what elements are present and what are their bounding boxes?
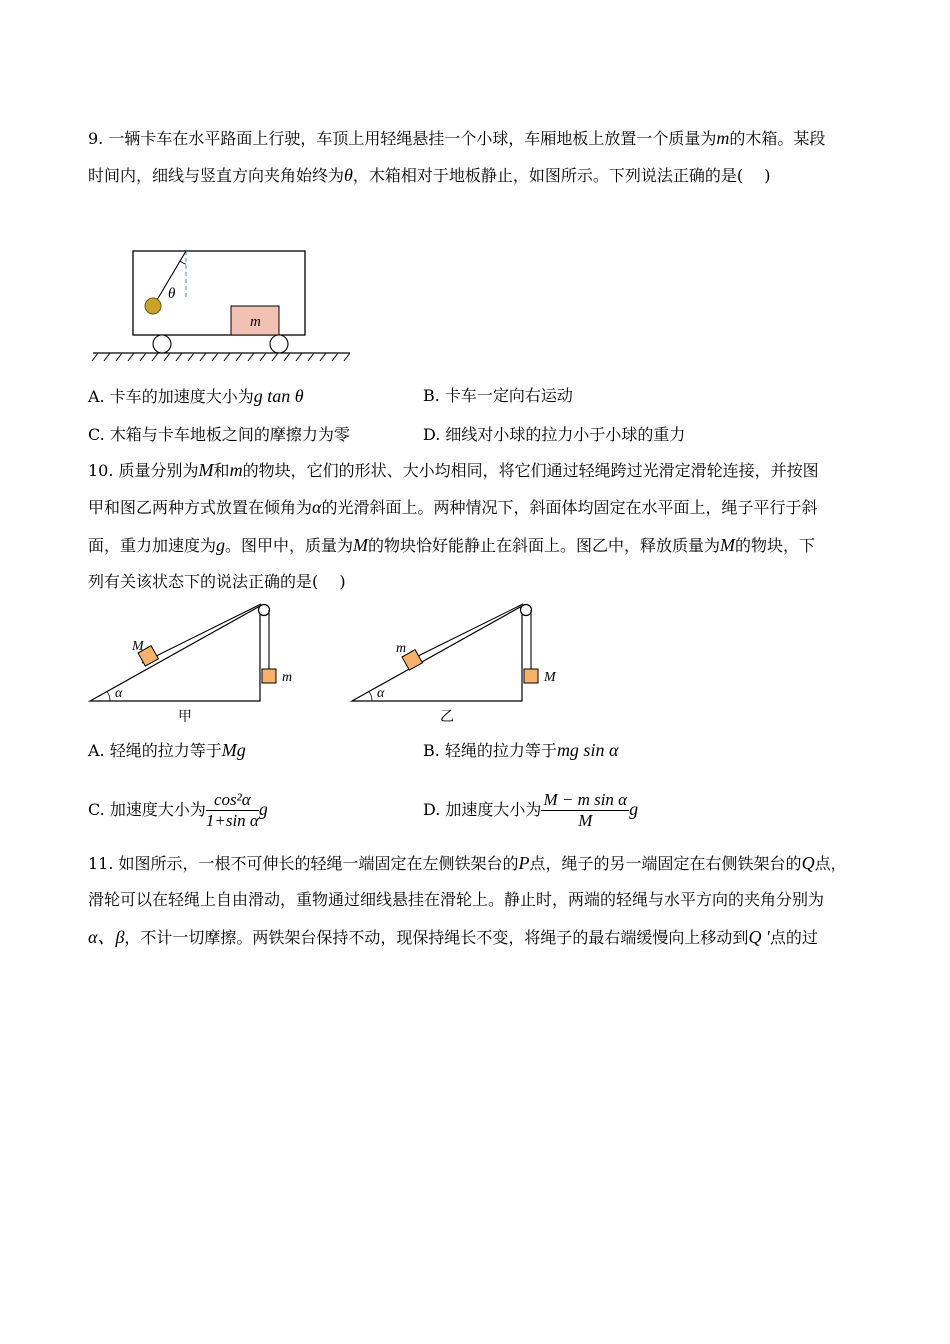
angle-label: α xyxy=(115,686,123,701)
q11-line-3: α、β，不计一切摩擦。两铁架台保持不动，现保持绳长不变，将绳子的最右端缓慢向上移动到Q ′点的过 xyxy=(88,927,818,947)
hanging-block xyxy=(524,669,538,683)
q10-option-d[interactable]: D. 加速度大小为 $\frac{\text{M − m sin α}}{M}$ g xyxy=(423,790,639,830)
q11-line-2: 滑轮可以在轻绳上自由滑动，重物通过细线悬挂在滑轮上。静止时，两端的轻绳与水平方向的夹角分别为 xyxy=(88,890,825,909)
ground-hatching xyxy=(92,353,350,361)
q9-option-c[interactable]: C. 木箱与卡车地板之间的摩擦力为零 xyxy=(88,425,350,444)
hanging-block-label: M xyxy=(544,670,556,685)
q10-figure-jia xyxy=(88,602,308,727)
slope-block-label: M xyxy=(132,639,144,654)
angle-label: α xyxy=(377,686,385,701)
theta-label: θ xyxy=(168,286,176,302)
box-label: m xyxy=(250,314,261,330)
q9-truck-figure xyxy=(88,248,358,368)
fraction-d: $\frac{\text{M − m sin α}}{M}$ xyxy=(543,790,628,830)
q9-line-2: 时间内，细线与竖直方向夹角始终为θ，木箱相对于地板静止，如图所示。下列说法正确的是( ) xyxy=(88,165,771,185)
q9-option-a[interactable]: A. 卡车的加速度大小为g tan θ xyxy=(88,386,304,406)
angle-arc xyxy=(107,692,110,701)
q9-option-d[interactable]: D. 细线对小球的拉力小于小球的重力 xyxy=(423,425,686,444)
hanging-block-label: m xyxy=(282,670,293,685)
angle-arc xyxy=(369,692,372,701)
q10-option-b[interactable]: B. 轻绳的拉力等于mg sin α xyxy=(423,740,619,760)
wheel-left xyxy=(153,335,171,353)
fraction-c: $\frac{\text{cos²α}}{\text{1+sin α}}$ xyxy=(205,790,259,830)
rope-along-slope xyxy=(408,604,523,661)
q10-option-c[interactable]: C. 加速度大小为 $\frac{\text{cos²α}}{\text{1+sin α}}$ g xyxy=(88,790,268,830)
q10-line-4: 列有关该状态下的说法正确的是( ) xyxy=(88,572,346,591)
angle-arc xyxy=(180,261,186,264)
ball xyxy=(145,298,161,314)
q9-line-1: 9. 一辆卡车在水平路面上行驶，车顶上用轻绳悬挂一个小球，车厢地板上放置一个质量为m的木箱。某段 xyxy=(88,128,826,148)
q10-figure-yi xyxy=(350,602,570,727)
q10-option-a[interactable]: A. 轻绳的拉力等于Mg xyxy=(88,740,246,760)
hanging-block xyxy=(262,669,276,683)
slope-block-label: m xyxy=(396,641,407,656)
q11-line-1: 11. 如图所示，一根不可伸长的轻绳一端固定在左侧铁架台的P点，绳子的另一端固定在右侧铁架台的Q点， xyxy=(88,853,847,873)
caption: 乙 xyxy=(440,709,454,725)
q10-line-2: 甲和图乙两种方式放置在倾角为α的光滑斜面上。两种情况下，斜面体均固定在水平面上，绳子平行于斜 xyxy=(88,497,818,517)
q10-line-1: 10. 质量分别为M和m的物块，它们的形状、大小均相同，将它们通过轻绳跨过光滑定滑轮连接，并按图 xyxy=(88,460,819,480)
q9-option-b[interactable]: B. 卡车一定向右运动 xyxy=(423,386,573,405)
pulley xyxy=(259,605,270,616)
rope-along-slope xyxy=(142,604,261,663)
pulley xyxy=(521,605,532,616)
wheel-right xyxy=(270,335,288,353)
caption: 甲 xyxy=(178,709,192,725)
q10-line-3: 面，重力加速度为g。图甲中，质量为M的物块恰好能静止在斜面上。图乙中，释放质量为M的物块，下 xyxy=(88,535,816,555)
